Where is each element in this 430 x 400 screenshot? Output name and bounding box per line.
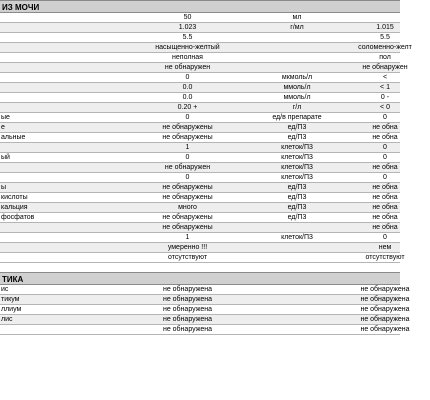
test-value: не обнаружена [162,286,213,293]
test-unit: г/мл [290,24,304,31]
reference-value: отсутствуют [365,254,405,261]
test-name: ллиум [1,306,22,313]
table-row [0,183,400,193]
table-row [0,73,400,83]
test-value: 0 [185,174,190,181]
reference-value: нем [378,244,392,251]
test-value: не обнаружен [164,64,211,71]
reference-value: < [382,74,388,81]
reference-value: не обна [372,124,398,131]
results-table [0,13,412,263]
table-row [0,23,400,33]
table-row [0,93,400,103]
reference-value: 1.015 [376,24,394,31]
test-value: 5.5 [182,34,193,41]
table-row [0,203,400,213]
reference-value: не обна [372,204,398,211]
reference-value: не обнаружена [360,296,410,303]
test-value: не обнаружена [162,296,213,303]
test-unit: ед/П3 [287,184,307,191]
test-value: не обнаружена [162,326,213,333]
test-unit: ед/П3 [287,124,307,131]
test-value: 1 [185,234,190,241]
table-row [0,253,405,263]
test-value: 50 [183,14,192,21]
table-row [0,53,400,63]
reference-value: не обнаружена [360,326,410,333]
reference-value: 0 - [380,94,390,101]
test-name: ис [1,286,9,293]
test-name: ый [1,154,10,161]
test-value: 1 [185,144,190,151]
test-unit: ед/П3 [287,214,307,221]
reference-value: не обнаружена [360,306,410,313]
table-row [0,113,400,123]
reference-value: не обна [372,224,398,231]
table-row [0,233,400,243]
reference-value: 5.5 [380,34,390,41]
reference-value: 0 [383,234,387,241]
reference-value: 0 [383,154,387,161]
table-row [0,173,400,183]
results-table [0,285,410,335]
test-unit: мкмоль/л [281,74,313,81]
table-row [0,103,400,113]
test-unit: ед/П3 [287,194,307,201]
test-unit: клеток/П3 [281,174,313,181]
test-unit: г/л [292,104,302,111]
test-name: кальция [1,204,28,211]
test-unit: клеток/П3 [281,164,313,171]
test-value: 0.0 [182,94,193,101]
test-unit: мл [292,14,302,21]
table-row [0,305,410,315]
table-row [0,295,410,305]
test-name: тикум [1,296,20,303]
test-value: не обнаружены [162,134,213,141]
reference-value: не обна [372,134,398,141]
reference-value: < 1 [380,84,390,91]
reference-value: < 0 [380,104,390,111]
test-value: 1.023 [178,24,197,31]
test-unit: клеток/П3 [281,144,313,151]
test-value: насыщенно-желтый [155,44,220,51]
test-unit: ед/П3 [287,204,307,211]
reference-value: соломенно-желт [358,44,412,51]
test-unit: ммоль/л [283,94,311,101]
test-value: 0.20 + [177,104,198,111]
test-value: не обнаружены [162,214,213,221]
test-value: не обнаружены [162,194,213,201]
table-row [0,153,400,163]
table-row [0,243,400,253]
table-row [0,63,408,73]
reference-value: 0 [383,144,387,151]
test-unit: клеток/П3 [281,154,313,161]
table-row [0,315,410,325]
test-value: 0.0 [182,84,193,91]
table-row [0,13,400,23]
test-unit: ед/П3 [287,134,307,141]
table-row [0,43,412,53]
test-value: не обнаружен [164,164,211,171]
test-value: отсутствуют [167,254,208,261]
section-title: ИЗ МОЧИ [0,0,400,13]
test-name: фосфатов [1,214,35,221]
test-name: ые [1,114,10,121]
reference-value: 0 [383,114,387,121]
test-name: ы [1,184,7,191]
reference-value: не обна [372,194,398,201]
section-gap [0,263,400,272]
table-row [0,223,400,233]
table-row [0,123,400,133]
test-value: неполная [172,54,203,61]
section-title: ТИКА [0,272,400,285]
reference-value: пол [379,54,391,61]
table-row [0,325,410,335]
table-row [0,133,400,143]
test-unit: клеток/П3 [281,234,313,241]
reference-value: не обнаружена [360,316,410,323]
test-name: е [1,124,5,131]
microscopy-section [0,272,410,335]
test-value: не обнаружена [162,316,213,323]
test-value: не обнаружены [162,124,213,131]
reference-value: не обнаружен [362,64,408,71]
table-row [0,83,400,93]
test-value: не обнаружена [162,306,213,313]
test-value: не обнаружены [162,224,213,231]
table-row [0,163,400,173]
test-value: 0 [185,74,190,81]
test-value: не обнаружены [162,184,213,191]
test-value: 0 [185,114,190,121]
reference-value: не обна [372,164,398,171]
reference-value: 0 [383,174,387,181]
test-name: лис [1,316,13,323]
table-row [0,213,400,223]
test-name: альные [1,134,26,141]
table-row [0,285,410,295]
test-value: 0 [185,154,190,161]
reference-value: не обна [372,184,398,191]
test-unit: ед/в препарате [272,114,322,121]
reference-value: не обна [372,214,398,221]
reference-value: не обнаружена [360,286,410,293]
test-unit: ммоль/л [283,84,311,91]
table-row [0,33,400,43]
table-row [0,143,400,153]
test-name: кислоты [1,194,28,201]
table-row [0,193,400,203]
test-value: умеренно !!! [167,244,208,251]
test-value: много [178,204,197,211]
